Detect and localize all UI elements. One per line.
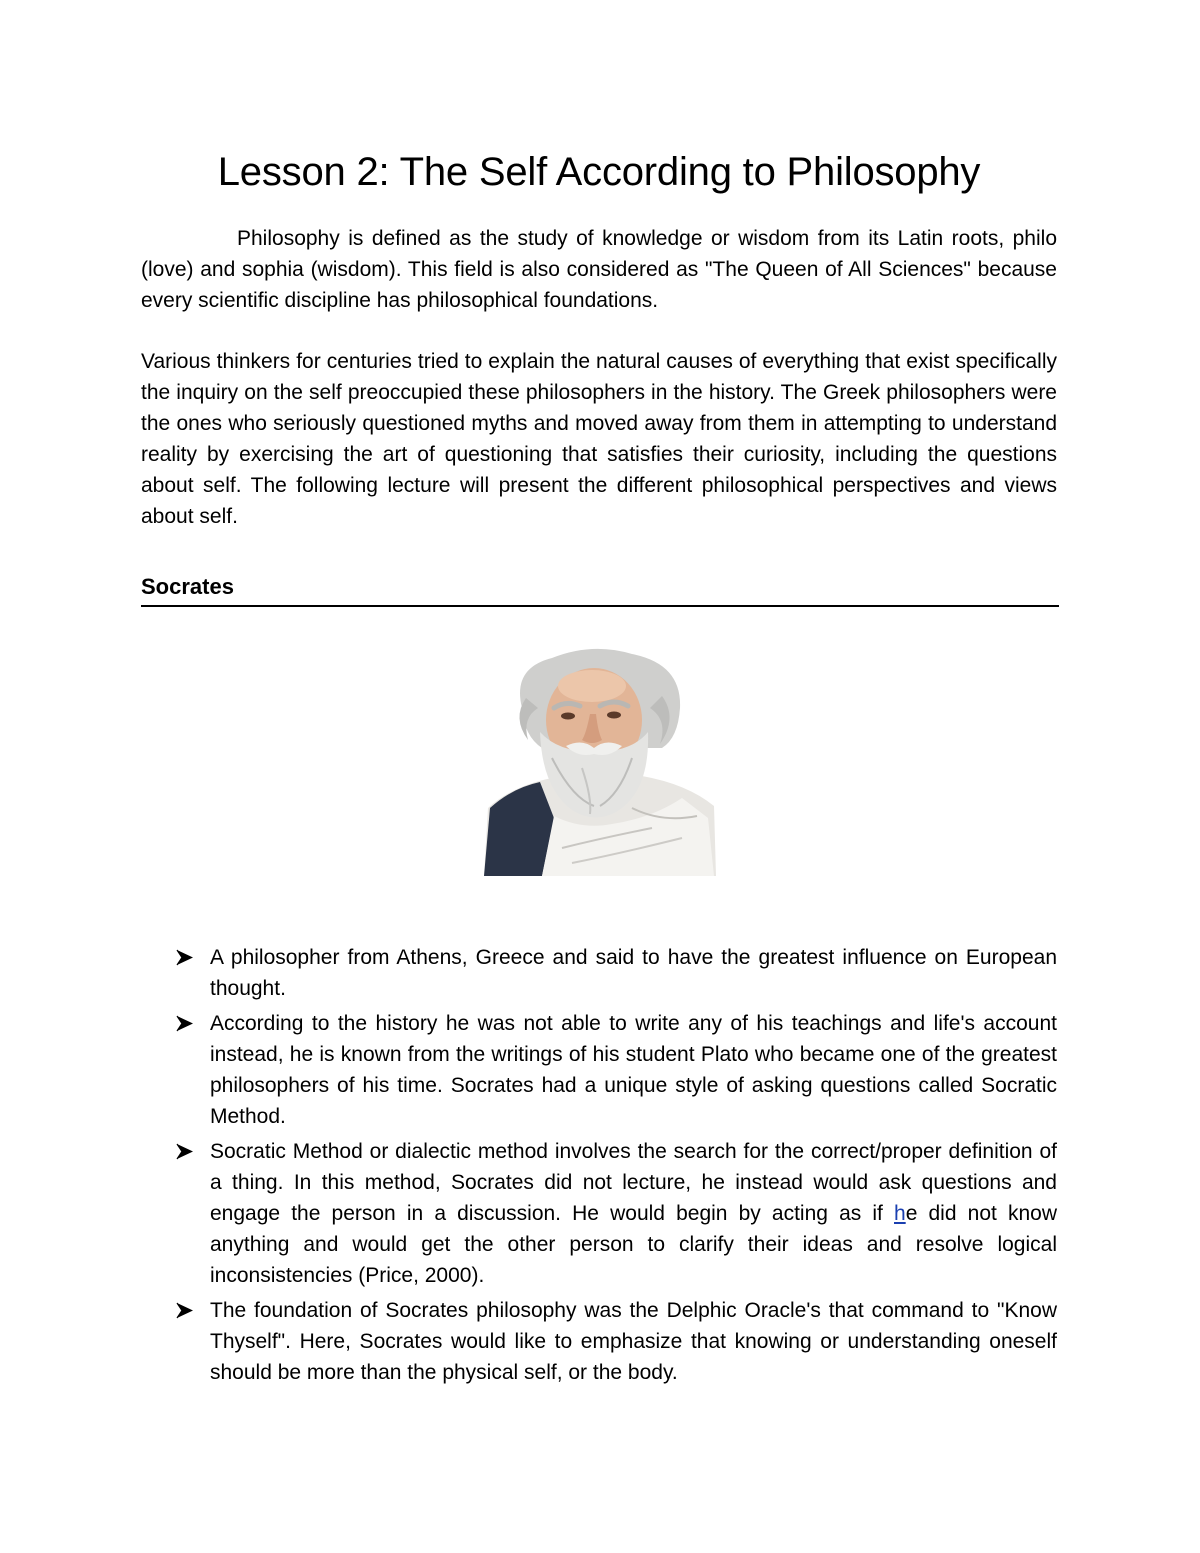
bullet-text: According to the history he was not able to write any of his teachings and life's account instead, he is known from the writings of his student Plato who became one of the greatest philosophers of his time. Socrates had a unique style of asking questions called Socratic Method. xyxy=(210,1012,1057,1128)
section-divider xyxy=(141,605,1059,607)
list-item xyxy=(141,1295,1057,1388)
intro-paragraph: Philosophy is defined as the study of knowledge or wisdom from its Latin roots, philo (love) and sophia (wisdom). This field is also considered as "The Queen of All Sciences" because every scientific discipline has philosophical foundations. xyxy=(141,227,1057,312)
arrowhead-bullet-icon xyxy=(174,1295,196,1326)
list-item xyxy=(141,942,1057,1004)
list-item xyxy=(141,1136,1057,1291)
bullet-text-after: e did not know anything and would get the other person to clarify their ideas and resolve logical inconsistencies (Price, 2000). xyxy=(210,1202,1057,1287)
bullet-text: A philosopher from Athens, Greece and said to have the greatest influence on European thought. xyxy=(210,946,1057,1000)
section-heading-socrates: Socrates xyxy=(141,574,234,599)
thinkers-paragraph: Various thinkers for centuries tried to explain the natural causes of everything that exist specifically the inquiry on the self preoccupied these philosophers in the history. The Greek philosophers were the ones who seriously questioned myths and moved away from them in attempting to understand reality by exercising the art of questioning that satisfies their curiosity, including the questions about self. The following lecture will present the different philosophical perspectives and views about self. xyxy=(141,350,1057,528)
socrates-portrait-image xyxy=(482,648,716,876)
socrates-bullet-list xyxy=(141,942,1057,1392)
list-item xyxy=(141,1008,1057,1132)
bullet-text: The foundation of Socrates philosophy was the Delphic Oracle's that command to "Know Thyself". Here, Socrates would like to emphasize that knowing or understanding oneself should be more than the physical self, or the body. xyxy=(210,1299,1057,1384)
hyperlink-he[interactable]: h xyxy=(894,1202,906,1225)
lesson-title: Lesson 2: The Self According to Philosophy xyxy=(217,150,981,194)
bullet-text-before: Socratic Method or dialectic method involves the search for the correct/proper definition of a thing. In this method, Socrates did not lecture, he instead would ask questions and engage the person in a discussion. He would begin by acting as if xyxy=(210,1140,1057,1225)
arrowhead-bullet-icon xyxy=(174,1136,196,1167)
arrowhead-bullet-icon xyxy=(174,1008,196,1039)
arrowhead-bullet-icon xyxy=(174,942,196,973)
